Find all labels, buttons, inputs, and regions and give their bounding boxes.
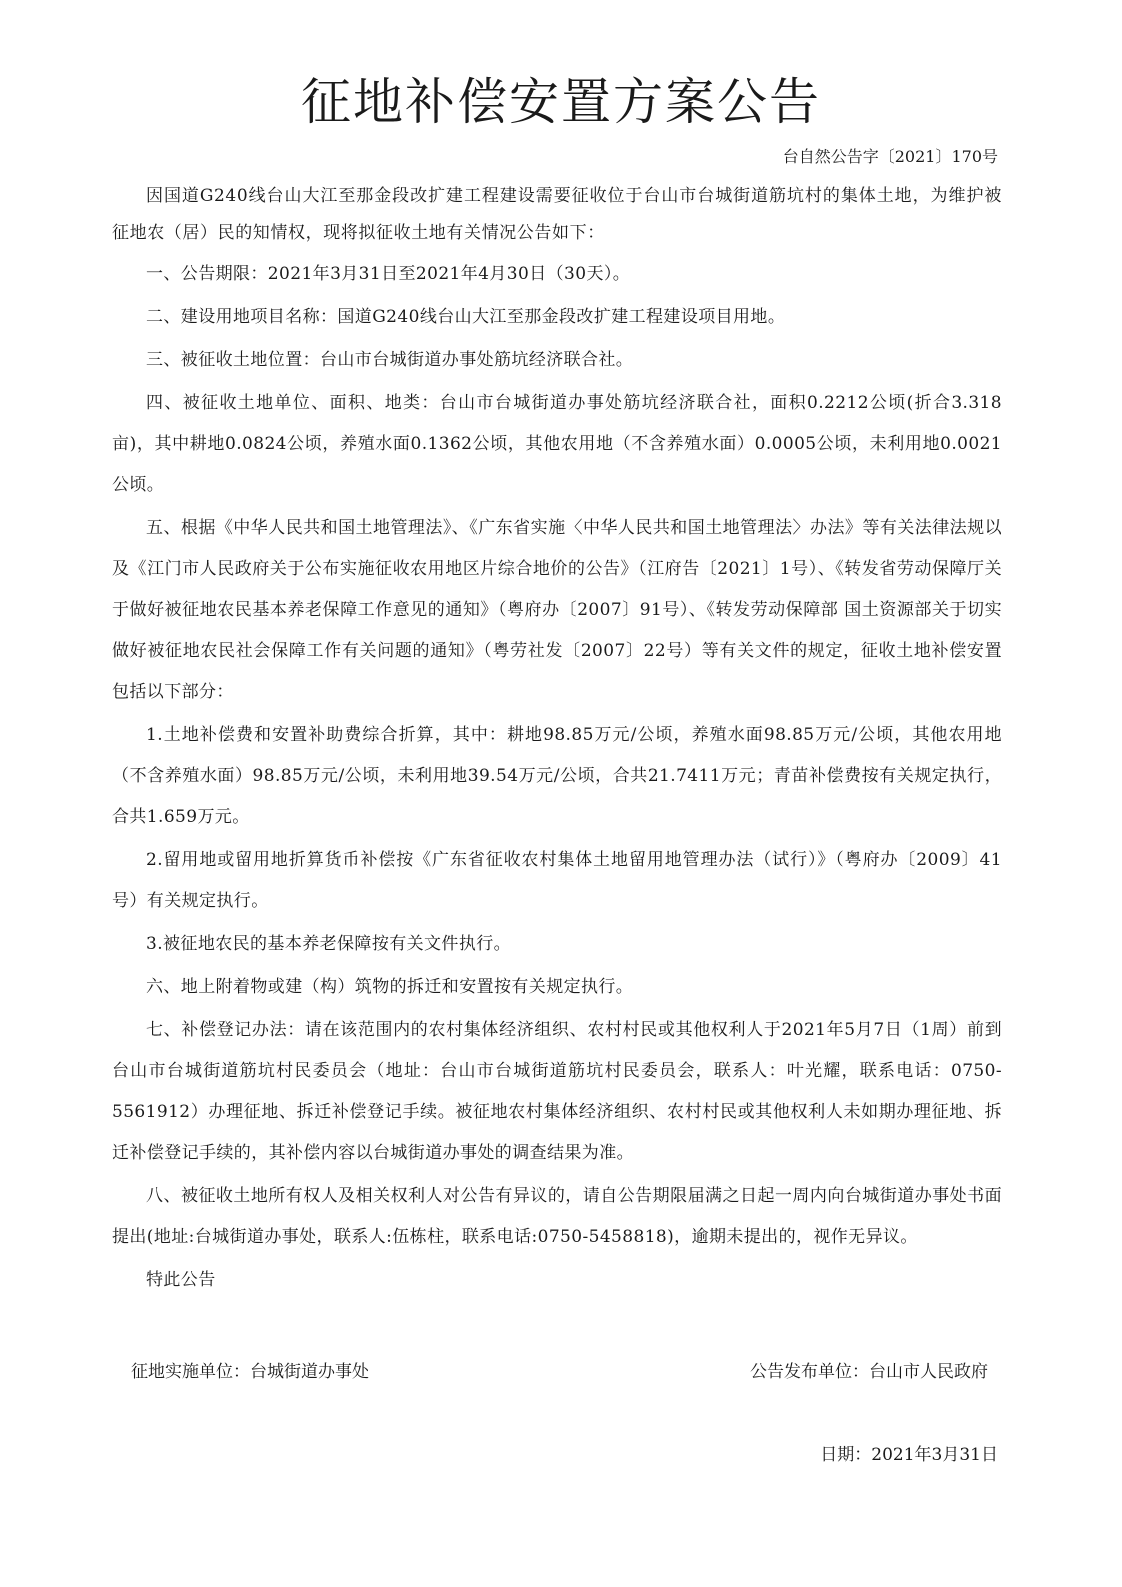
paragraph-land-area: 四、被征收土地单位、面积、地类：台山市台城街道办事处筋坑经济联合社，面积0.2212公顷(折合3.318亩)，其中耕地0.0824公顷，养殖水面0.1362公顷，其他农用地（不含养殖水面）0.0005公顷，未利用地0.0021公顷。 [112, 393, 1002, 495]
notice-body [112, 178, 1002, 1303]
intro-paragraph: 因国道G240线台山大江至那金段改扩建工程建设需要征收位于台山市台城街道筋坑村的集体土地，为维护被征地农（居）民的知情权，现将拟征收土地有关情况公告如下： [112, 186, 1002, 243]
implementing-unit: 征地实施单位：台城街道办事处 [131, 1362, 369, 1382]
paragraph-reserved-land: 2.留用地或留用地折算货币补偿按《广东省征收农村集体土地留用地管理办法（试行）》（粤府办〔2009〕41号）有关规定执行。 [112, 850, 1002, 911]
notice-date: 日期：2021年3月31日 [820, 1445, 998, 1465]
paragraph-compensation-fees: 1.土地补偿费和安置补助费综合折算，其中：耕地98.85万元/公顷，养殖水面98.85万元/公顷，其他农用地（不含养殖水面）98.85万元/公顷，未利用地39.54万元/公顷，合共21.7411万元；青苗补偿费按有关规定执行，合共1.659万元。 [112, 725, 1002, 827]
paragraph-closing: 特此公告 [146, 1270, 216, 1290]
paragraph-notice-period: 一、公告期限：2021年3月31日至2021年4月30日（30天）。 [146, 264, 631, 284]
document-number: 台自然公告字〔2021〕170号 [782, 147, 998, 166]
notice-title: 征地补偿安置方案公告 [301, 73, 821, 131]
paragraph-pension-security: 3.被征地农民的基本养老保障按有关文件执行。 [146, 934, 512, 954]
paragraph-objection: 八、被征收土地所有权人及相关权利人对公告有异议的，请自公告期限届满之日起一周内向台城街道办事处书面提出(地址:台城街道办事处，联系人:伍栋柱，联系电话:0750-5458818)，逾期未提出的，视作无异议。 [112, 1186, 1002, 1247]
paragraph-project-name: 二、建设用地项目名称：国道G240线台山大江至那金段改扩建工程建设项目用地。 [146, 307, 786, 327]
paragraph-demolition: 六、地上附着物或建（构）筑物的拆迁和安置按有关规定执行。 [146, 977, 634, 997]
issuing-unit: 公告发布单位：台山市人民政府 [750, 1362, 988, 1382]
paragraph-registration: 七、补偿登记办法：请在该范围内的农村集体经济组织、农村村民或其他权利人于2021年5月7日（1周）前到台山市台城街道筋坑村民委员会（地址：台山市台城街道筋坑村民委员会，联系人：叶光耀，联系电话：0750-5561912）办理征地、拆迁补偿登记手续。被征地农村集体经济组织、农村村民或其他权利人未如期办理征地、拆迁补偿登记手续的，其补偿内容以台城街道办事处的调查结果为准。 [112, 1020, 1002, 1163]
paragraph-land-location: 三、被征收土地位置：台山市台城街道办事处筋坑经济联合社。 [146, 350, 634, 370]
paragraph-legal-basis: 五、根据《中华人民共和国土地管理法》、《广东省实施〈中华人民共和国土地管理法〉办法》等有关法律法规以及《江门市人民政府关于公布实施征收农用地区片综合地价的公告》（江府告〔2021〕1号）、《转发省劳动保障厅关于做好被征地农民基本养老保障工作意见的通知》（粤府办〔2007〕91号）、《转发劳动保障部 国土资源部关于切实做好被征地农民社会保障工作有关问题的通知》（粤劳社发〔2007〕22号）等有关文件的规定，征收土地补偿安置包括以下部分： [112, 518, 1002, 702]
